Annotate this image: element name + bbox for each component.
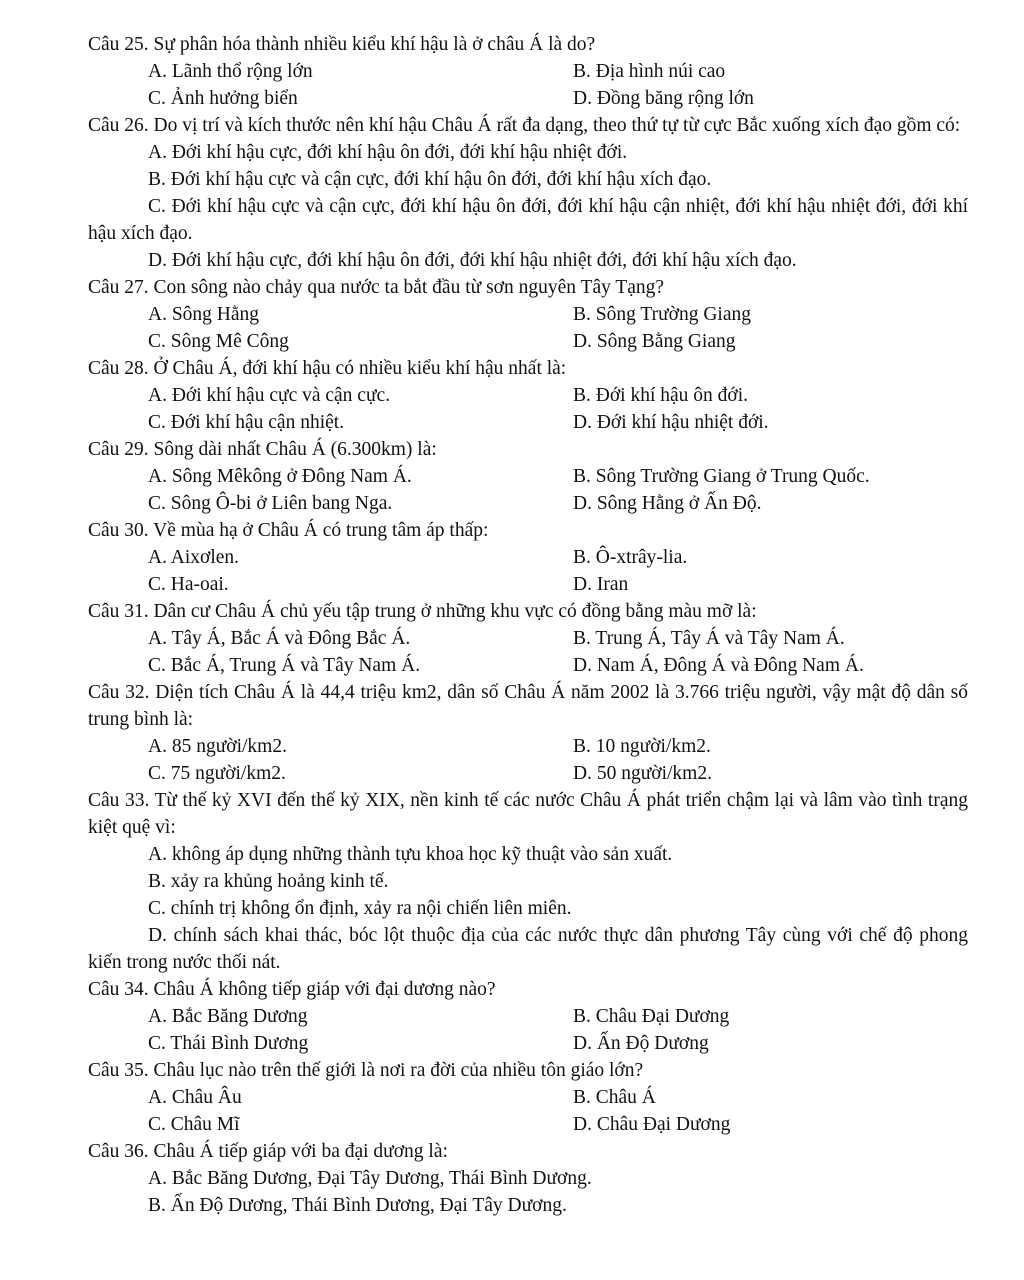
question-stem: Câu 31. Dân cư Châu Á chủ yếu tập trung ở những khu vực có đồng bằng màu mỡ là:: [88, 601, 757, 622]
option-c: C. Ha-oai.: [148, 574, 229, 595]
option-b: B. Châu Đại Dương: [573, 1006, 730, 1027]
question-stem: Câu 35. Châu lục nào trên thế giới là nơi ra đời của nhiều tôn giáo lớn?: [88, 1060, 644, 1081]
question-33: [88, 787, 968, 976]
option-a: A. 85 người/km2.: [148, 736, 287, 757]
option-a: A. Đới khí hậu cực và cận cực.: [148, 385, 391, 406]
option-d: D. Ấn Độ Dương: [573, 1033, 709, 1054]
option-c: C. Châu Mĩ: [148, 1114, 240, 1135]
option-a: A. Tây Á, Bắc Á và Đông Bắc Á.: [148, 628, 411, 649]
question-stem: Câu 32. Diện tích Châu Á là 44,4 triệu km2, dân số Châu Á năm 2002 là 3.766 triệu người, vậy mật độ dân số trung bình là:: [88, 682, 968, 730]
option-a: A. Bắc Băng Dương: [148, 1006, 308, 1027]
option-b: B. Sông Trường Giang ở Trung Quốc.: [573, 466, 870, 487]
question-32: [88, 679, 968, 787]
option-a: A. Aixơlen.: [148, 547, 240, 568]
question-stem: Câu 26. Do vị trí và kích thước nên khí hậu Châu Á rất đa dạng, theo thứ tự từ cực Bắc xuống xích đạo gồm có:: [88, 115, 961, 136]
option-a: A. Đới khí hậu cực, đới khí hậu ôn đới, đới khí hậu nhiệt đới.: [148, 142, 628, 163]
option-b: B. Đới khí hậu ôn đới.: [573, 385, 748, 406]
question-28: [88, 355, 968, 436]
option-a: A. không áp dụng những thành tựu khoa học kỹ thuật vào sản xuất.: [148, 844, 673, 865]
option-d: D. Châu Đại Dương: [573, 1114, 731, 1135]
option-c: C. Sông Mê Công: [148, 331, 289, 352]
option-a: A. Châu Âu: [148, 1087, 242, 1108]
option-a: A. Sông Hằng: [148, 304, 260, 325]
option-b: B. Sông Trường Giang: [573, 304, 752, 325]
option-c: C. Đới khí hậu cận nhiệt.: [148, 412, 345, 433]
option-b: B. Đới khí hậu cực và cận cực, đới khí hậu ôn đới, đới khí hậu xích đạo.: [148, 169, 712, 190]
option-d: D. Đới khí hậu nhiệt đới.: [573, 412, 769, 433]
question-25: [88, 31, 968, 112]
option-d: D. 50 người/km2.: [573, 763, 712, 784]
option-b: B. Trung Á, Tây Á và Tây Nam Á.: [573, 628, 845, 649]
option-c: C. chính trị không ổn định, xảy ra nội chiến liên miên.: [148, 898, 572, 919]
option-c: C. Sông Ô-bi ở Liên bang Nga.: [148, 493, 393, 514]
question-stem: Câu 25. Sự phân hóa thành nhiều kiểu khí hậu là ở châu Á là do?: [88, 34, 596, 55]
options-grid: [88, 58, 968, 112]
option-d: D. Đới khí hậu cực, đới khí hậu ôn đới, đới khí hậu nhiệt đới, đới khí hậu xích đạo.: [148, 250, 797, 271]
option-d: D. chính sách khai thác, bóc lột thuộc địa của các nước thực dân phương Tây cùng với chế độ phong kiến trong nước thối nát.: [88, 925, 968, 973]
question-27: [88, 274, 968, 355]
question-stem: Câu 36. Châu Á tiếp giáp với ba đại dương là:: [88, 1141, 448, 1162]
option-b: B. 10 người/km2.: [573, 736, 711, 757]
question-29: [88, 436, 968, 517]
question-stem: Câu 27. Con sông nào chảy qua nước ta bắt đầu từ sơn nguyên Tây Tạng?: [88, 277, 665, 298]
question-36: [88, 1138, 968, 1219]
options-grid: [88, 1084, 968, 1138]
question-stem: Câu 28. Ở Châu Á, đới khí hậu có nhiều kiểu khí hậu nhất là:: [88, 358, 567, 379]
option-c: C. Đới khí hậu cực và cận cực, đới khí hậu ôn đới, đới khí hậu cận nhiệt, đới khí hậu nhiệt đới, đới khí hậu xích đạo.: [88, 196, 968, 244]
option-d: D. Nam Á, Đông Á và Đông Nam Á.: [573, 655, 864, 676]
option-a: A. Lãnh thổ rộng lớn: [148, 61, 313, 82]
options-grid: [88, 301, 968, 355]
question-31: [88, 598, 968, 679]
option-b: B. Ô-xtrây-lia.: [573, 547, 688, 568]
option-a: A. Bắc Băng Dương, Đại Tây Dương, Thái Bình Dương.: [148, 1168, 592, 1189]
option-a: A. Sông Mêkông ở Đông Nam Á.: [148, 466, 412, 487]
question-stem: Câu 33. Từ thế kỷ XVI đến thế kỷ XIX, nền kinh tế các nước Châu Á phát triển chậm lại và lâm vào tình trạng kiệt quệ vì:: [88, 790, 968, 838]
option-d: D. Iran: [573, 574, 629, 595]
options-grid: [88, 625, 968, 679]
option-b: B. Ấn Độ Dương, Thái Bình Dương, Đại Tây Dương.: [148, 1195, 567, 1216]
option-d: D. Đồng băng rộng lớn: [573, 88, 754, 109]
option-c: C. 75 người/km2.: [148, 763, 286, 784]
option-b: B. Địa hình núi cao: [573, 61, 726, 82]
options-grid: [88, 382, 968, 436]
options-grid: [88, 463, 968, 517]
question-35: [88, 1057, 968, 1138]
quiz-document: [88, 31, 968, 1219]
option-b: B. Châu Á: [573, 1087, 656, 1108]
question-stem: Câu 29. Sông dài nhất Châu Á (6.300km) là:: [88, 439, 437, 460]
option-c: C. Ảnh hưởng biển: [148, 88, 298, 109]
options-grid: [88, 733, 968, 787]
option-c: C. Thái Bình Dương: [148, 1033, 309, 1054]
question-34: [88, 976, 968, 1057]
question-30: [88, 517, 968, 598]
option-d: D. Sông Bằng Giang: [573, 331, 736, 352]
option-c: C. Bắc Á, Trung Á và Tây Nam Á.: [148, 655, 421, 676]
options-grid: [88, 1003, 968, 1057]
question-stem: Câu 34. Châu Á không tiếp giáp với đại dương nào?: [88, 979, 496, 1000]
options-grid: [88, 544, 968, 598]
option-d: D. Sông Hằng ở Ấn Độ.: [573, 493, 762, 514]
option-b: B. xảy ra khủng hoảng kinh tế.: [148, 871, 389, 892]
question-stem: Câu 30. Về mùa hạ ở Châu Á có trung tâm áp thấp:: [88, 520, 489, 541]
question-26: [88, 112, 968, 274]
